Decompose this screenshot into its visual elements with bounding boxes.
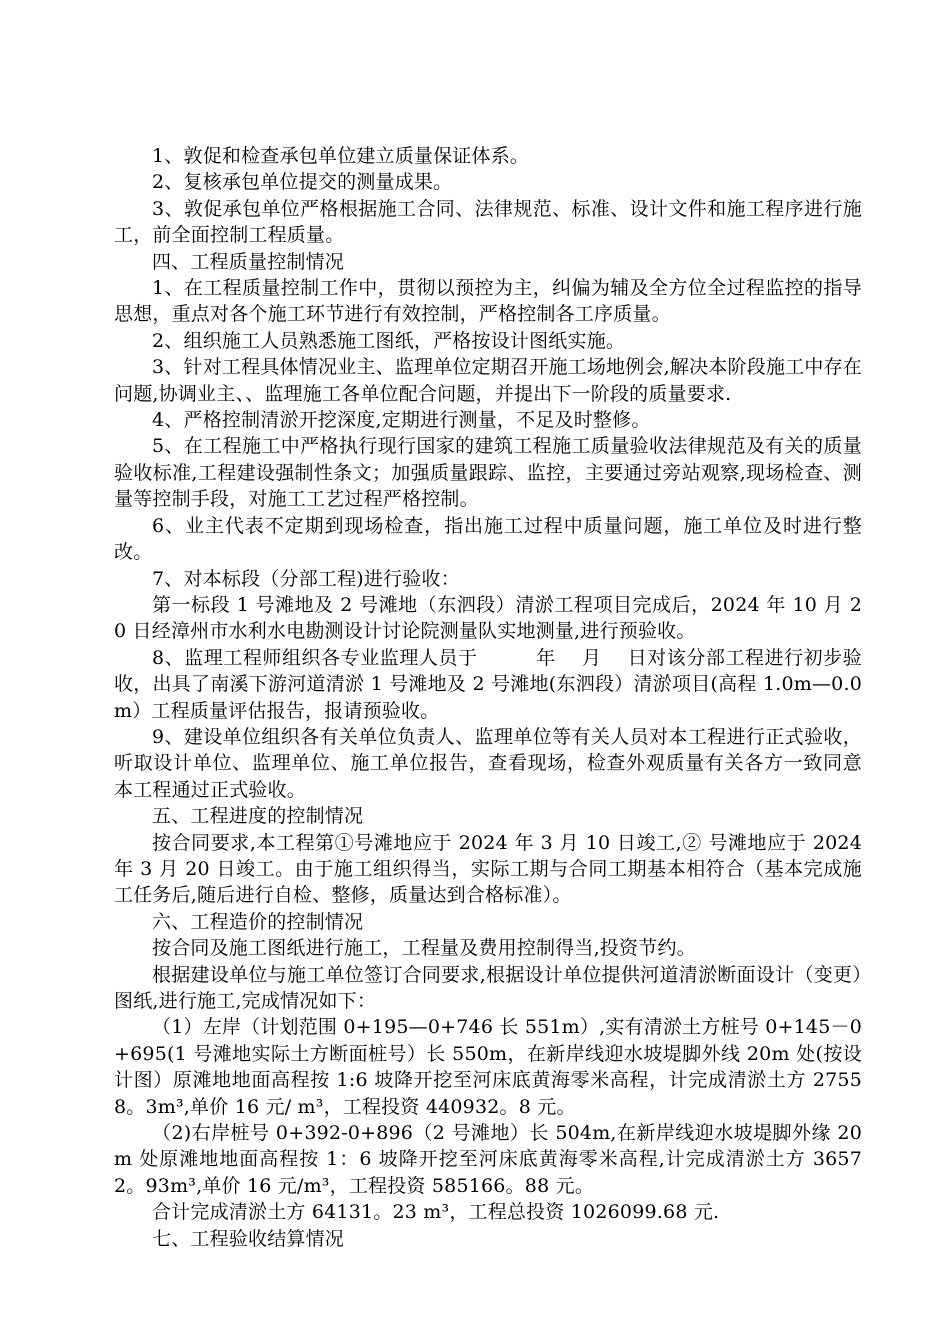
- paragraph-6: 2、组织施工人员熟悉施工图纸，严格按设计图纸实施。: [152, 329, 626, 352]
- paragraph-20: （1）左岸（计划范围 0+195—0+746 长 551m）,实有清淤土方桩号 0+145－0+695(1 号滩地实际土方断面桩号）长 550m，在新岸线迎水坡堤脚外线 20m 处(按设计图）原滩地地面高程按 1:6 坡降开挖至河床底黄海零米高程，计完成清淤土方 27558。3m³,单价 16 元/ m³，工程投资 440932。8 元。: [114, 1016, 862, 1118]
- paragraph-21: （2)右岸桩号 0+392-0+896（2 号滩地）长 504m,在新岸线迎水坡堤脚外缘 20m 处原滩地地面高程按 1：6 坡降开挖至河床底黄海零米高程,计完成清淤土方 36572。93m³,单价 16 元/m³，工程投资 585166。88 元。: [114, 1122, 862, 1197]
- paragraph-10: 6、业主代表不定期到现场检查，指出施工过程中质量问题，施工单位及时进行整改。: [114, 514, 862, 564]
- paragraph-7: 3、针对工程具体情况业主、监理单位定期召开施工场地例会,解决本阶段施工中存在问题,协调业主、、监理施工各单位配合问题，并提出下一阶段的质量要求.: [114, 356, 862, 405]
- paragraph-1: 1、敦促和检查承包单位建立质量保证体系。: [152, 145, 530, 167]
- paragraph-16: 按合同要求,本工程第①号滩地应于 2024 年 3 月 10 日竣工,② 号滩地应于 2024 年 3 月 20 日竣工。由于施工组织得当，实际工期与合同工期基本相符合（基本完成施工任务后,随后进行自检、整修，质量达到合格标准）。: [114, 831, 862, 907]
- section-heading-5: 五、工程进度的控制情况: [152, 805, 364, 828]
- section-heading-7: 七、工程验收结算情况: [152, 1227, 345, 1250]
- paragraph-3: 3、敦促承包单位严格根据施工合同、法律规范、标准、设计文件和施工程序进行施工，前全面控制工程质量。: [114, 197, 862, 247]
- paragraph-5: 1、在工程质量控制工作中，贯彻以预控为主，纠偏为辅及全方位全过程监控的指导思想，重点对各个施工环节进行有效控制，严格控制各工序质量。: [114, 277, 862, 326]
- paragraph-19: 根据建设单位与施工单位签订合同要求,根据设计单位提供河道清淤断面设计（变更）图纸,进行施工,完成情况如下：: [114, 963, 862, 1012]
- paragraph-14: 9、建设单位组织各有关单位负责人、监理单位等有关人员对本工程进行正式验收，听取设计单位、监理单位、施工单位报告，查看现场，检查外观质量有关各方一致同意本工程通过正式验收。: [114, 725, 862, 801]
- section-heading-4: 四、工程质量控制情况: [152, 250, 345, 273]
- paragraph-13: 8、监理工程师组织各专业监理人员于 年 月 日对该分部工程进行初步验收，出具了南溪下游河道清淤 1 号滩地及 2 号滩地(东泗段）清淤项目(高程 1.0m—0.0m）工程质量评估报告，报请预验收。: [114, 646, 862, 722]
- paragraph-9: 5、在工程施工中严格执行现行国家的建筑工程施工质量验收法律规范及有关的质量验收标准,工程建设强制性条文；加强质量跟踪、监控，主要通过旁站观察,现场检查、测量等控制手段，对施工工艺过程严格控制。: [114, 435, 862, 511]
- paragraph-2: 2、复核承包单位提交的测量成果。: [152, 171, 453, 194]
- paragraph-12: 第一标段 1 号滩地及 2 号滩地（东泗段）清淤工程项目完成后，2024 年 10 月 20 日经漳州市水利水电勘测设计讨论院测量队实地测量,进行预验收。: [114, 593, 862, 643]
- document-page: [114, 143, 862, 1252]
- paragraph-22: 合计完成清淤土方 64131。23 m³，工程总投资 1026099.68 元.: [152, 1201, 720, 1224]
- paragraph-11: 7、对本标段（分部工程)进行验收：: [152, 567, 460, 590]
- paragraph-8: 4、严格控制清淤开挖深度,定期进行测量，不足及时整修。: [152, 409, 651, 432]
- section-heading-6: 六、工程造价的控制情况: [152, 910, 364, 933]
- paragraph-18: 按合同及施工图纸进行施工，工程量及费用控制得当,投资节约。: [152, 937, 696, 960]
